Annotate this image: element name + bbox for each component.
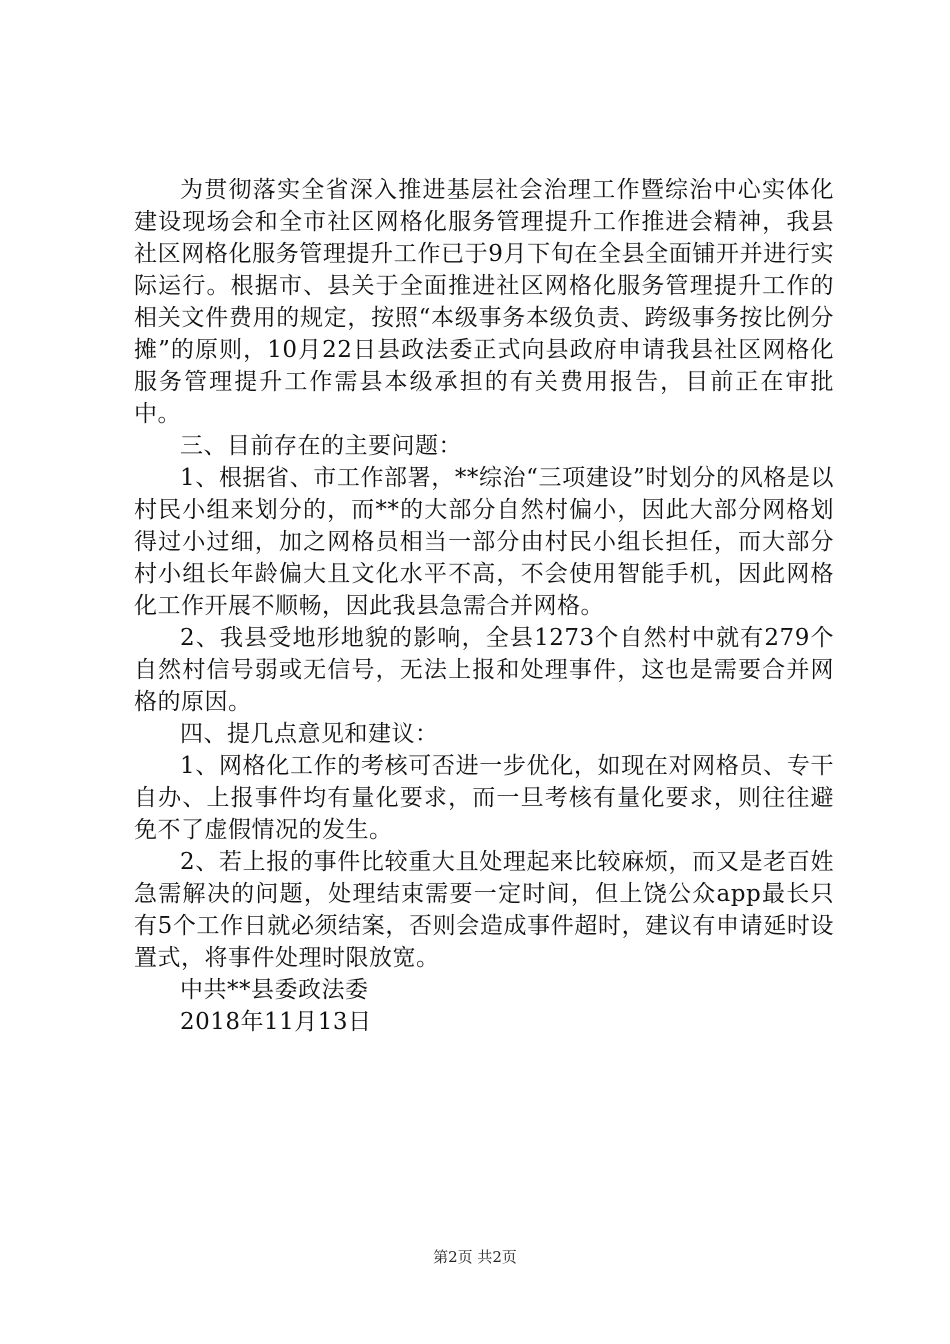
paragraph-problem-1: 1、根据省、市工作部署，**综治“三项建设”时划分的风格是以村民小组来划分的，而**的大部分自然村偏小，因此大部分网格划得过小过细，加之网格员相当一部分由村民小组长担任，而大部分村小组长年龄偏大且文化水平不高，不会使用智能手机，因此网格化工作开展不顺畅，因此我县急需合并网格。	[134, 465, 834, 619]
paragraph-problem-2: 2、我县受地形地貌的影响，全县1273个自然村中就有279个自然村信号弱或无信号，无法上报和处理事件，这也是需要合并网格的原因。	[134, 625, 834, 715]
paragraph-intro: 为贯彻落实全省深入推进基层社会治理工作暨综治中心实体化建设现场会和全市社区网格化服务管理提升工作推进会精神，我县社区网格化服务管理提升工作已于9月下旬在全县全面铺开并进行实际运行。根据市、县关于全面推进社区网格化服务管理提升工作的相关文件费用的规定，按照“本级事务本级负责、跨级事务按比例分摊”的原则，10月22日县政法委正式向县政府申请我县社区网格化服务管理提升工作需县本级承担的有关费用报告，目前正在审批中。	[134, 177, 834, 427]
paragraph-suggestion-2: 2、若上报的事件比较重大且处理起来比较麻烦，而又是老百姓急需解决的问题，处理结束需要一定时间，但上饶公众app最长只有5个工作日就必须结案，否则会造成事件超时，建议有申请延时设置式，将事件处理时限放宽。	[134, 849, 834, 971]
page-footer: 第2页 共2页	[433, 1248, 517, 1266]
section-heading-problems: 三、目前存在的主要问题：	[180, 433, 462, 459]
section-heading-suggestions: 四、提几点意见和建议：	[180, 721, 439, 747]
document-body	[134, 174, 834, 1038]
signature-date: 2018年11月13日	[180, 1009, 372, 1035]
paragraph-suggestion-1: 1、网格化工作的考核可否进一步优化，如现在对网格员、专干自办、上报事件均有量化要求，而一旦考核有量化要求，则往往避免不了虚假情况的发生。	[134, 753, 834, 843]
signature-org: 中共**县委政法委	[180, 977, 369, 1003]
